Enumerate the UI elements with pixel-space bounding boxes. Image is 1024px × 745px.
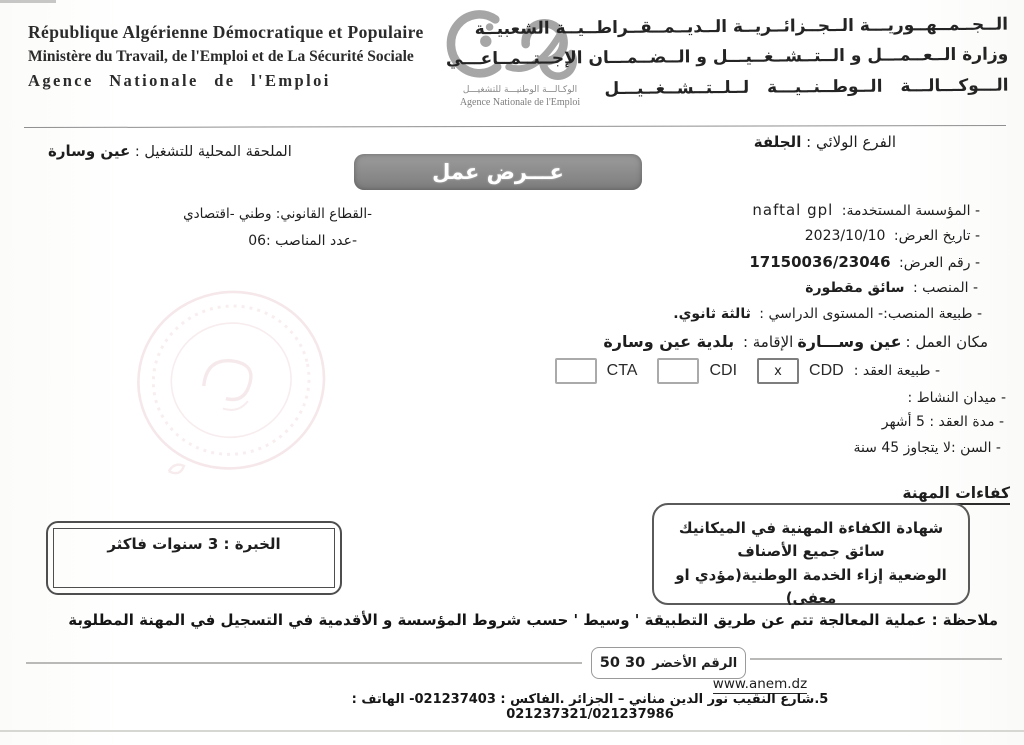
field-workplace-label: مكان العمل : [905,333,988,351]
circular-stamp-icon [112,269,352,499]
field-offer-date-label: - تاريخ العرض: [893,228,980,244]
skill-certificate: شهادة الكفاءة المهنية في الميكانيك [678,519,944,537]
field-position-nature [669,306,982,322]
header-fr-republic: République Algérienne Démocratique et Populaire [28,22,424,42]
field-position [801,280,978,296]
header-ar-ministry: وزارة الــعــمـــل و الــتــشــغــيـــل و الــضــمـــان الإجــتــمــاعـــي [445,44,1009,70]
field-contract-duration: - مدة العقد : 5 أشهر [881,414,1004,430]
contract-type-cta [555,358,638,384]
contract-type-cdi-label: CDI [709,362,738,379]
contract-type-cdd-label: CDD [809,362,844,379]
field-education-level-value: ثالثة ثانوي. [673,306,751,322]
field-positions-count: -عدد المناصب :06 [248,233,357,249]
footer-divider-right [750,658,1002,660]
agency-address: 5.شارع النقيب نور الدين مناني – الجزائر .الفاكس : 021237403- الهاتف : 021237321/021237986 [351,692,829,722]
field-employer [748,201,980,219]
green-number-box [591,647,746,679]
field-position-nature-label: - طبيعة المنصب:- المستوى الدراسي : [759,306,982,322]
processing-note: ملاحظة : عملية المعالجة تتم عن طريق التطبيقة ' وسيط ' حسب شروط المؤسسة و الأقدمية في التسجيل في المهنة المطلوبة [68,611,998,629]
field-employer-label: - المؤسسة المستخدمة: [841,203,980,219]
header-fr-agency: Agence Nationale de l'Emploi [28,71,331,90]
field-workplace [599,332,988,351]
local-annex-line [48,142,292,160]
skill-national-service: الوضعية إزاء الخدمة الوطنية(مؤدي او معفى) [675,565,947,607]
field-offer-number-value: 17150036/23046 [749,253,891,271]
local-annex-value: عين وسارة [48,142,131,160]
logo-caption-arabic: الوكـالـــة الوطنيـــة للتشغيـــل [462,85,578,95]
contract-type-label: - طبيعة العقد : [853,363,940,379]
field-position-label: - المنصب : [912,280,978,296]
header-fr-ministry: Ministère du Travail, de l'Emploi et de La Sécurité Sociale [28,48,414,65]
contract-type-cta-checkbox[interactable] [555,358,597,384]
skills-heading: كفاءات المهنة [902,484,1010,505]
field-age-limit: - السن :لا يتجاوز 45 سنة [853,440,1001,456]
field-activity: - ميدان النشاط : [907,390,1006,406]
website-line [698,676,822,692]
field-residence-value: بلدية عين وسارة [603,332,735,351]
field-workplace-value: عين وســـارة [797,332,902,351]
field-position-value: سائق مقطورة [805,280,905,296]
wilaya-branch-value: الجلفة [753,133,802,151]
skill-driver-categories: سائق جميع الأصناف [737,542,885,561]
green-number-label: الرقم الأخضر [652,655,738,671]
wilaya-branch-line [754,133,896,151]
field-offer-number-label: - رقم العرض: [899,255,980,271]
field-employer-value: naftal gpl [752,201,834,219]
field-offer-number [745,253,980,271]
header-divider [24,125,1006,128]
contract-type-cdd-checkbox[interactable]: x [757,358,799,384]
scan-artifact [0,0,56,3]
job-offer-title-banner: عـــرض عمل [354,154,642,190]
wilaya-branch-label: الفرع الولائي : [806,133,896,151]
experience-value: الخبرة : 3 سنوات فاكثر [53,528,335,588]
field-offer-date-value: 2023/10/10 [804,228,886,244]
contract-type-cdi [657,358,737,384]
local-annex-label: الملحقة المحلية للتشغيل : [134,144,292,160]
contract-type-cdi-checkbox[interactable] [657,358,699,384]
contract-type-cta-label: CTA [606,362,638,379]
header-ar-republic: الــجــمــهــوريـــة الــجــزائــريــة الــديــمــقــراطــيــة الشعبيــة [474,14,1008,40]
header-arabic [445,10,1008,106]
experience-box [46,521,342,595]
website-link[interactable]: www.anem.dz [712,676,808,692]
field-offer-date [801,228,980,244]
contract-type-row [535,358,940,384]
field-legal-sector: -القطاع القانوني: وطني -اقتصادي [183,206,372,222]
logo-caption-french: Agence Nationale de l'Emploi [459,96,581,108]
field-residence-label: الإقامة : [742,333,794,351]
contract-type-cdd [757,358,844,384]
footer-divider-left [26,662,582,664]
scan-bottom-edge [0,730,1024,732]
header-ar-agency: الـــوكـــالـــة الــوطــنــيـــة لــلــتــشــغــيـــل [604,75,1009,99]
green-number-value: 30 50 [599,655,646,671]
skills-requirements-box [652,503,970,605]
